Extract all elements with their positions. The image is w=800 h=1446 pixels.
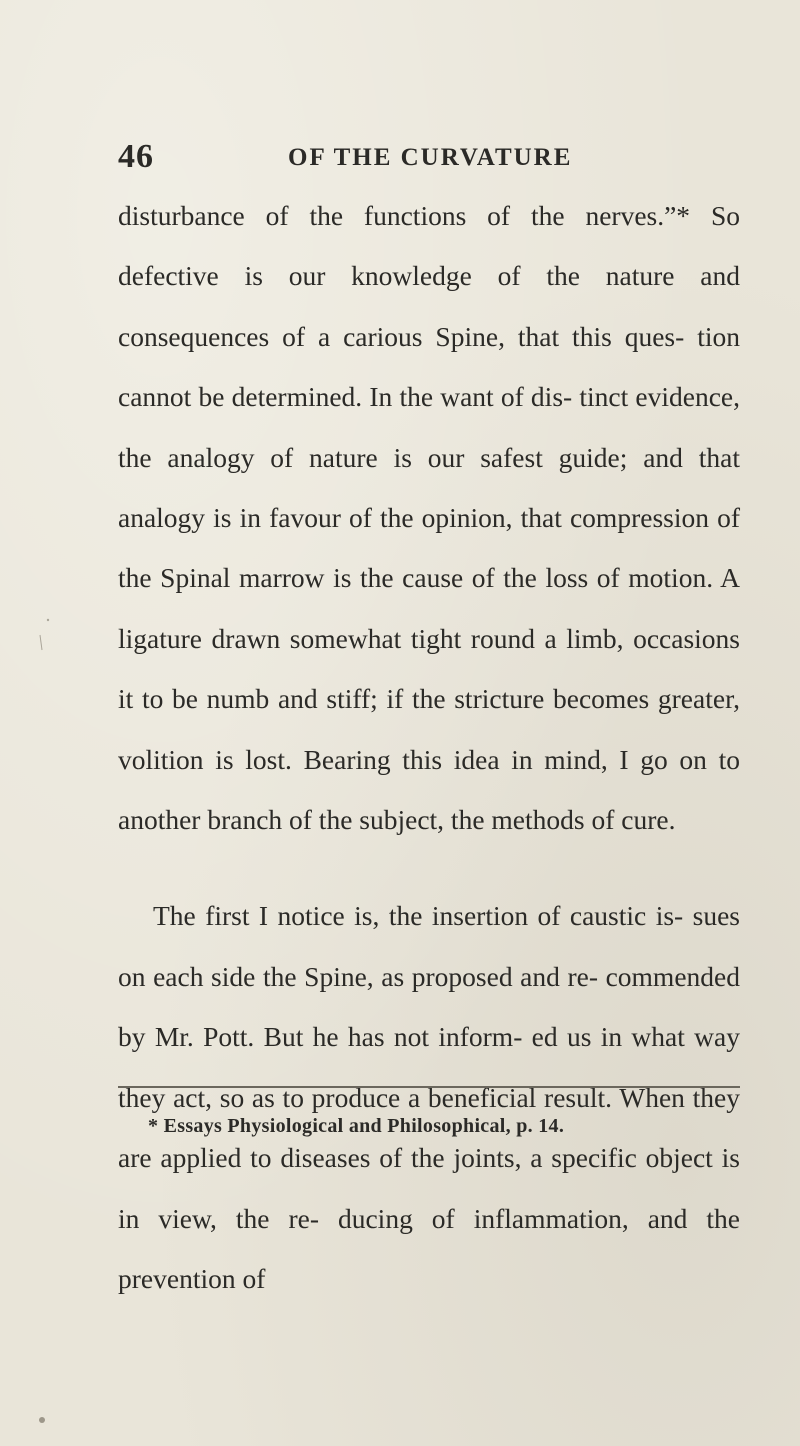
body-text — [118, 186, 740, 1309]
page-number: 46 — [118, 138, 154, 175]
footnote: * Essays Physiological and Philosophical, p. 14. — [148, 1115, 565, 1137]
paragraph-1: disturbance of the functions of the nerves.”* So defective is our knowledge of the nature and consequences of a carious Spine, that this ques- tion cannot be determined. In the want of dis- tinct evidence, the analogy of nature is our safest guide; and that analogy is in favour of the opinion, that compression of the Spinal marrow is the cause of the loss of motion. A ligature drawn somewhat tight round a limb, occasions it to be numb and stiff; if the stricture becomes greater, volition is lost. Bearing this idea in mind, I go on to another branch of the subject, the methods of cure. — [118, 200, 740, 836]
paragraph-2: The first I notice is, the insertion of caustic is- sues on each side the Spine, as proposed and re- commended by Mr. Pott. But he has not inform- ed us in what way they act, so as to produce a beneficial result. When they are applied to diseases of the joints, a specific object is in view, the re- ducing of inflammation, and the prevention of — [118, 900, 740, 1294]
footnote-rule — [118, 1086, 740, 1088]
running-title: OF THE CURVATURE — [288, 144, 573, 171]
running-head — [118, 138, 678, 182]
